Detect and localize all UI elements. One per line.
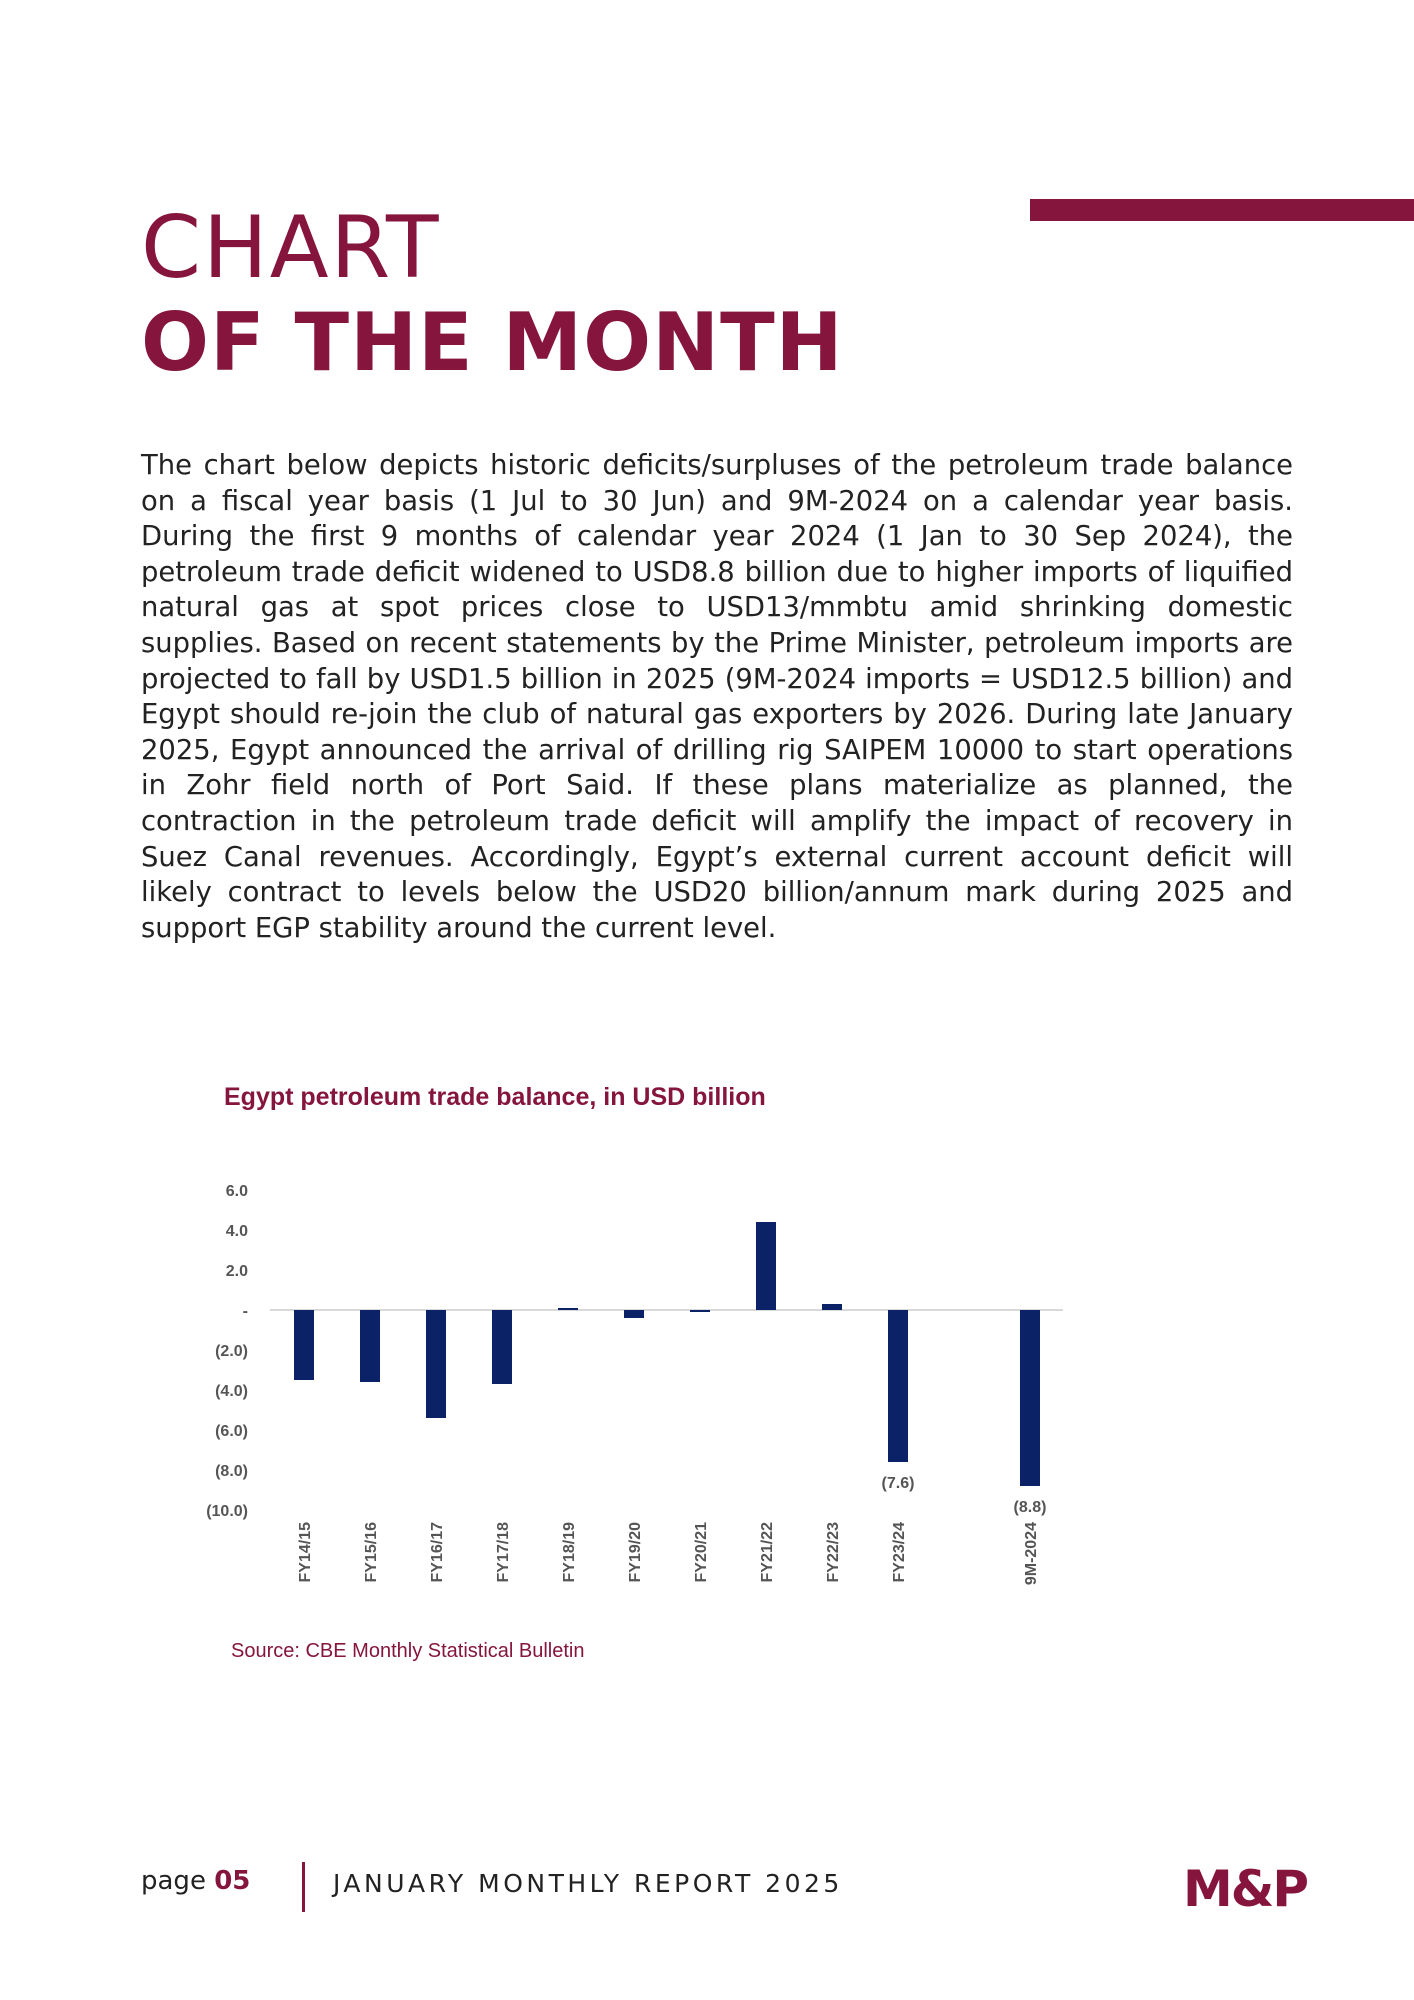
page-title-line1: CHART — [141, 198, 441, 298]
y-tick-label: (4.0) — [215, 1383, 248, 1400]
x-tick-label: FY19/20 — [627, 1522, 644, 1583]
bar-fy16-17 — [426, 1310, 446, 1418]
bar-fy20-21 — [690, 1310, 710, 1312]
data-label: (7.6) — [881, 1475, 915, 1492]
x-tick-label: FY15/16 — [363, 1522, 380, 1583]
x-tick-label: FY17/18 — [495, 1522, 512, 1583]
bar-fy22-23 — [822, 1304, 842, 1310]
footer-divider — [302, 1862, 305, 1912]
bar-fy23-24 — [888, 1310, 908, 1462]
petroleum-trade-balance-chart — [190, 1160, 1080, 1610]
x-tick-label: FY18/19 — [561, 1522, 578, 1583]
mp-logo: M&P — [1183, 1860, 1308, 1918]
y-tick-label: (8.0) — [215, 1463, 248, 1480]
page-prefix: page — [141, 1866, 206, 1896]
x-tick-label: FY22/23 — [825, 1522, 842, 1583]
top-accent-bar — [1030, 199, 1414, 221]
chart-source: Source: CBE Monthly Statistical Bulletin — [231, 1640, 585, 1662]
chart-title: Egypt petroleum trade balance, in USD billion — [224, 1083, 766, 1111]
bar-fy18-19 — [558, 1308, 578, 1310]
y-tick-label: (2.0) — [215, 1343, 248, 1360]
y-tick-label: 2.0 — [225, 1263, 248, 1280]
bar-fy17-18 — [492, 1310, 512, 1384]
bar-fy19-20 — [624, 1310, 644, 1318]
x-tick-label: FY14/15 — [297, 1522, 314, 1583]
x-tick-label: 9M-2024 — [1023, 1522, 1040, 1586]
y-tick-label: 4.0 — [225, 1223, 248, 1240]
x-tick-label: FY16/17 — [429, 1522, 446, 1583]
y-tick-label: (10.0) — [206, 1503, 248, 1520]
y-tick-label: 6.0 — [225, 1183, 248, 1200]
y-tick-label: - — [242, 1303, 248, 1320]
page-title-line2: OF THE MONTH — [141, 296, 844, 389]
y-tick-label: (6.0) — [215, 1423, 248, 1440]
bar-fy14-15 — [294, 1310, 314, 1380]
x-tick-label: FY23/24 — [891, 1522, 908, 1583]
report-title: JANUARY MONTHLY REPORT 2025 — [333, 1869, 843, 1898]
bar-fy15-16 — [360, 1310, 380, 1382]
page-number-value: 05 — [214, 1866, 251, 1896]
page-number — [141, 1866, 250, 1896]
data-label: (8.8) — [1013, 1499, 1047, 1516]
bar-fy21-22 — [756, 1222, 776, 1310]
body-paragraph: The chart below depicts historic deficits/surpluses of the petroleum trade balance on a fiscal year basis (1 Jul to 30 Jun) and 9M-2024 on a calendar year basis. During the first 9 months of calendar year 2024 (1 Jan to 30 Sep 2024), the petroleum trade deficit widened to USD8.8 billion due to higher imports of liquified natural gas at spot prices close to USD13/mmbtu amid shrinking domestic supplies. Based on recent statements by the Prime Minister, petroleum imports are projected to fall by USD1.5 billion in 2025 (9M-2024 imports = USD12.5 billion) and Egypt should re-join the club of natural gas exporters by 2026. During late January 2025, Egypt announced the arrival of drilling rig SAIPEM 10000 to start operations in Zohr field north of Port Said. If these plans materialize as planned, the contraction in the petroleum trade deficit will amplify the impact of recovery in Suez Canal revenues. Accordingly, Egypt’s external current account deficit will likely contract to levels below the USD20 billion/annum mark during 2025 and support EGP stability around the current level. — [141, 450, 1293, 944]
x-tick-label: FY20/21 — [693, 1522, 710, 1583]
bar-9m-2024 — [1020, 1310, 1040, 1486]
x-tick-label: FY21/22 — [759, 1522, 776, 1583]
